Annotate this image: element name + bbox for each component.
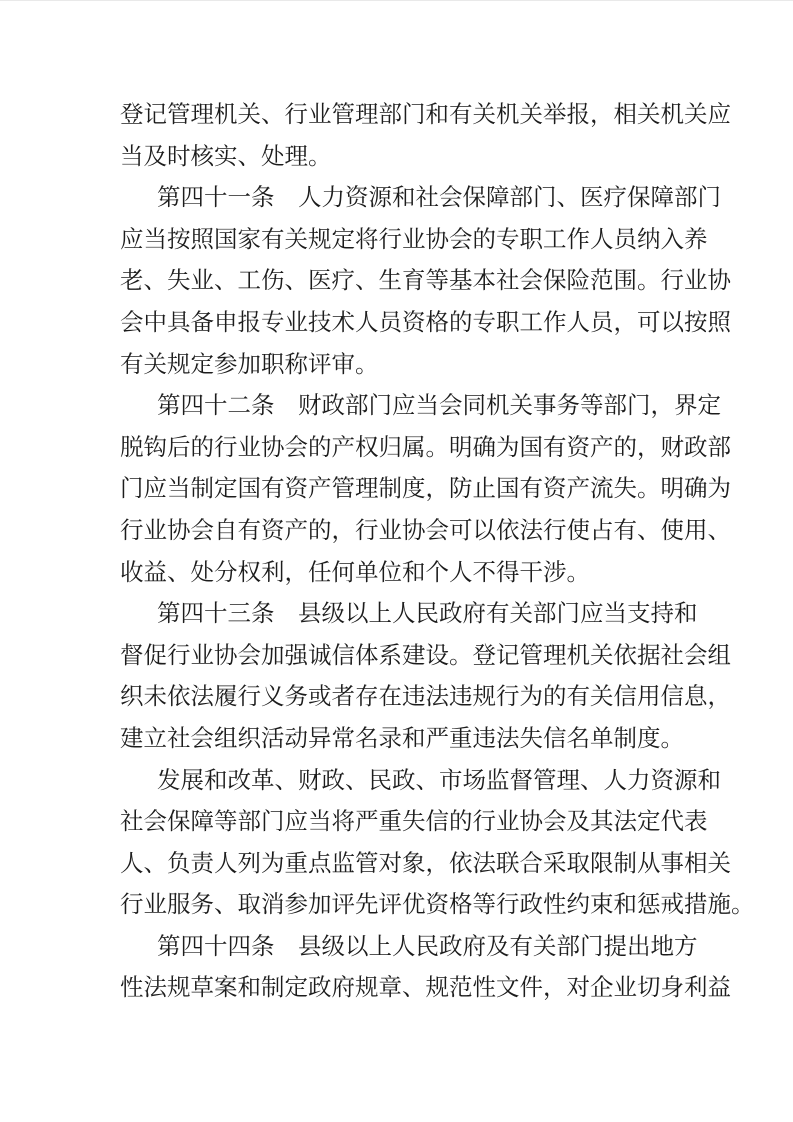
- text-line: 第四十二条 财政部门应当会同机关事务等部门，界定: [157, 391, 721, 420]
- text-line: 督促行业协会加强诚信体系建设。登记管理机关依据社会组: [120, 640, 731, 669]
- document-text-block: [120, 94, 755, 1009]
- paragraph-article-41: [120, 177, 736, 385]
- text-line: 社会保障等部门应当将严重失信的行业协会及其法定代表: [120, 807, 708, 836]
- text-line: 当及时核实、处理。: [120, 141, 332, 170]
- paragraph-continuation: [120, 94, 736, 177]
- text-line: 应当按照国家有关规定将行业协会的专职工作人员纳入养: [120, 224, 708, 253]
- text-line: 第四十四条 县级以上人民政府及有关部门提出地方: [157, 931, 698, 960]
- text-line: 第四十一条 人力资源和社会保障部门、医疗保障部门: [157, 183, 721, 212]
- text-line: 老、失业、工伤、医疗、生育等基本社会保险范围。行业协: [120, 266, 731, 295]
- paragraph-article-44: [120, 926, 736, 1009]
- text-line: 行业服务、取消参加评先评优资格等行政性约束和惩戒措施。: [120, 890, 755, 919]
- paragraph-article-42: [120, 385, 736, 593]
- paragraph-article-43: [120, 593, 736, 759]
- text-line: 登记管理机关、行业管理部门和有关机关举报，相关机关应: [120, 100, 731, 128]
- paragraph-article-43-part-2: [120, 760, 755, 926]
- text-line: 收益、处分权利，任何单位和个人不得干涉。: [120, 557, 590, 586]
- text-line: 会中具备申报专业技术人员资格的专职工作人员，可以按照: [120, 307, 731, 336]
- text-line: 脱钩后的行业协会的产权归属。明确为国有资产的，财政部: [120, 432, 731, 461]
- text-line: 人、负责人列为重点监管对象，依法联合采取限制从事相关: [120, 848, 731, 877]
- text-line: 发展和改革、财政、民政、市场监督管理、人力资源和: [157, 765, 721, 794]
- text-line: 有关规定参加职称评审。: [120, 349, 379, 378]
- text-line: 性法规草案和制定政府规章、规范性文件，对企业切身利益: [120, 973, 731, 1002]
- text-line: 建立社会组织活动异常名录和严重违法失信名单制度。: [120, 723, 684, 752]
- text-line: 第四十三条 县级以上人民政府有关部门应当支持和: [157, 599, 698, 628]
- text-line: 门应当制定国有资产管理制度，防止国有资产流失。明确为: [120, 474, 731, 503]
- text-line: 行业协会自有资产的，行业协会可以依法行使占有、使用、: [120, 515, 731, 544]
- text-line: 织未依法履行义务或者存在违法违规行为的有关信用信息，: [120, 682, 731, 711]
